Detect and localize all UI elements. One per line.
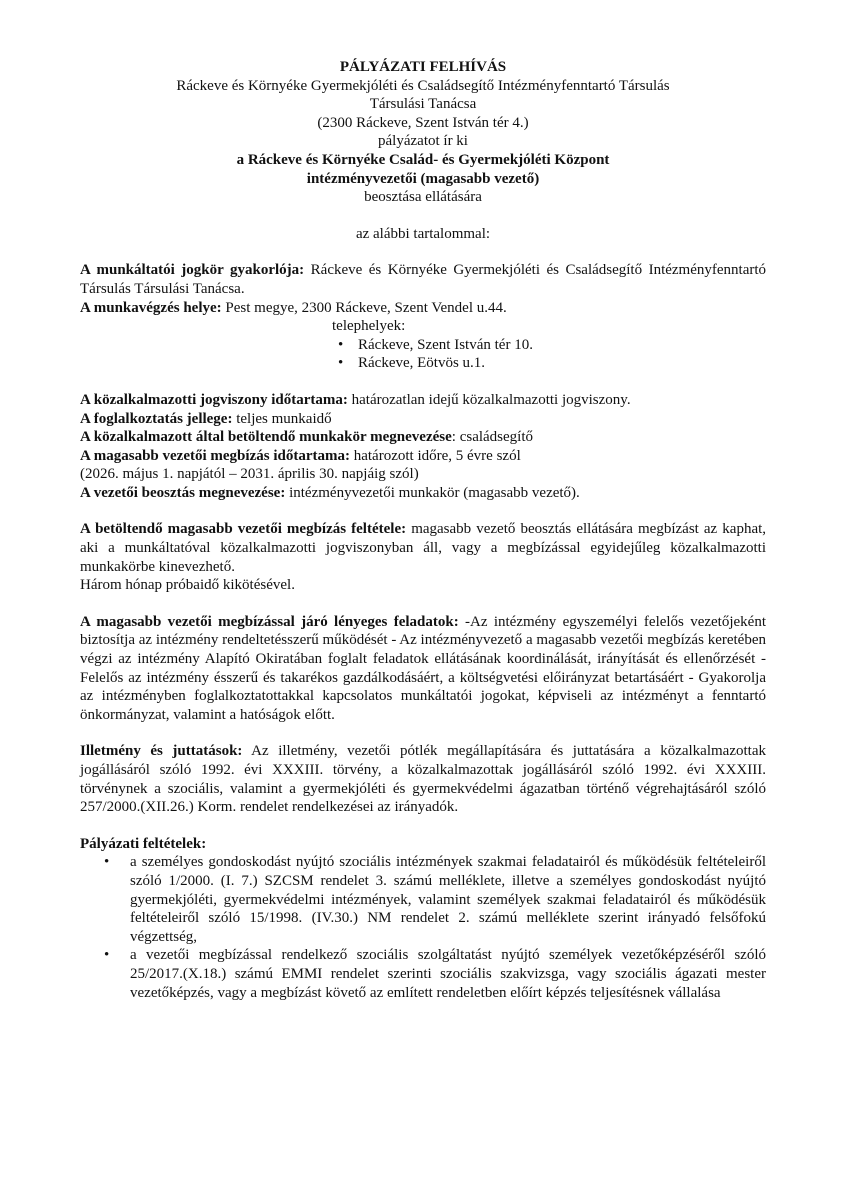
header-line: Társulási Tanácsa bbox=[369, 96, 477, 113]
duration-line: A közalkalmazotti jogviszony időtartama: határozatlan idejű közalkalmazotti jogviszony. bbox=[80, 391, 631, 408]
sites-label: telephelyek: bbox=[332, 318, 406, 335]
bullet-icon: • bbox=[104, 947, 110, 964]
bullet-icon: • bbox=[338, 336, 344, 353]
list-item: • Ráckeve, Eötvös u.1. bbox=[338, 355, 486, 372]
duties-paragraph: A magasabb vezetői megbízással járó lényeges feladatok: -Az intézmény egyszemélyi felelős vezetőjeként biztosítja az intézmény rendeltetésszerű működését - Az intézményvezető a magasabb vezetői megbízás keretében végzi az intézmény Alapító Okiratában foglalt feladatok ellátásának koordinálását, irányítását és ellenőrzését - Felelős az intézmény ésszerű és takarékos gazdálkodásáért, a költségvetési előirányzat betartásáért - Gyakorolja az intézményben foglalkoztatottakkal kapcsolatos munkáltatói jogokat, képviseli az intézményt a fenntartó önkormányzat, valamint a hatóságok előtt. bbox=[80, 613, 767, 723]
workplace-label: A munkavégzés helye: bbox=[80, 299, 222, 316]
bullet-icon: • bbox=[104, 854, 110, 871]
document-title: PÁLYÁZATI FELHÍVÁS bbox=[339, 59, 507, 75]
list-item: • a vezetői megbízással rendelkező szociális szolgáltatást nyújtó személyek vezetőképzéséről szóló 25/2017.(X.18.) számú EMMI rendelet szerinti szociális szakvizsga, vagy szociális ágazati mester vezetőképzés, vagy a megbízást követő az említett rendeletben előírt képzés teljesítésnek vállalása bbox=[104, 947, 766, 1001]
bullet-icon: • bbox=[338, 355, 344, 372]
header-line: az alábbi tartalommal: bbox=[355, 225, 491, 242]
employment-type-line: A foglalkoztatás jellege: teljes munkaidő bbox=[80, 410, 332, 427]
list-item: • Ráckeve, Szent István tér 10. bbox=[338, 336, 533, 353]
employer-value: Ráckeve és Környéke Gyermekjóléti és Családsegítő Intézményfenntartó Társulás Társulási Tanácsa. bbox=[80, 262, 767, 297]
header-line: (2300 Ráckeve, Szent István tér 4.) bbox=[317, 114, 529, 131]
workplace-paragraph bbox=[80, 299, 766, 318]
sites-block bbox=[332, 317, 766, 373]
header-line: Ráckeve és Környéke Gyermekjóléti és Családsegítő Intézményfenntartó Társulás bbox=[176, 77, 670, 94]
title-line: A vezetői beosztás megnevezése: intézményvezetői munkakör (magasabb vezető). bbox=[80, 484, 580, 501]
header-line: intézményvezetői (magasabb vezető) bbox=[306, 170, 540, 187]
header-line: a Ráckeve és Környéke Család- és Gyermekjóléti Központ bbox=[236, 151, 610, 168]
employer-label: A munkáltatói jogkör gyakorlója: bbox=[80, 262, 305, 279]
condition-paragraph: A betöltendő magasabb vezetői megbízás feltétele: magasabb vezető beosztás ellátására megbízást az kaphat, aki a munkáltatóval közalkalmazotti jogviszonyban áll, vagy a megbízással egyidejűleg közalkalmazotti munkakörbe kinevezhető. bbox=[80, 521, 767, 575]
mandate-dates-line: (2026. május 1. napjától – 2031. április 30. napjáig szól) bbox=[80, 466, 419, 483]
header-block bbox=[80, 58, 766, 243]
mandate-line: A magasabb vezetői megbízás időtartama: határozott időre, 5 évre szól bbox=[80, 447, 521, 464]
requirements-list bbox=[80, 853, 766, 1002]
list-item: • a személyes gondoskodást nyújtó szociális intézmények szakmai feladatairól és működésük feltételeiről szóló 1/2000. (I. 7.) SZCSM rendelet 3. számú melléklete, illetve a személyes gondoskodást nyújtó gyermekjóléti, gyermekvédelmi intézmények, valamint személyek szakmai feladatairól és működésük feltételeiről szóló 15/1998. (IV.30.) NM rendelet 2. számú melléklete szerint irányadó felsőfokú végzettség, bbox=[104, 854, 766, 945]
header-line: pályázatot ír ki bbox=[378, 133, 468, 150]
header-line: beosztása ellátására bbox=[364, 189, 482, 206]
document-page bbox=[80, 58, 766, 1002]
requirements-heading: Pályázati feltételek: bbox=[80, 835, 207, 852]
employer-paragraph bbox=[80, 261, 766, 298]
position-line: A közalkalmazott által betöltendő munkakör megnevezése: családsegítő bbox=[80, 429, 534, 446]
sites-list bbox=[332, 336, 766, 373]
salary-paragraph: Illetmény és juttatások: Az illetmény, vezetői pótlék megállapítására és juttatására a közalkalmazottak jogállásáról szóló 1992. évi XXXIII. törvény, a közalkalmazottak jogállásáról szóló 1992. évi XXXIII. törvénynek a szociális, valamint a gyermekjóléti és gyermekvédelmi ágazatban történő végrehajtásáról szóló 257/2000.(XII.26.) Korm. rendelet rendelkezései az irányadók. bbox=[80, 743, 766, 816]
workplace-value: Pest megye, 2300 Ráckeve, Szent Vendel u.44. bbox=[225, 299, 507, 316]
probation-line: Három hónap próbaidő kikötésével. bbox=[80, 577, 295, 594]
